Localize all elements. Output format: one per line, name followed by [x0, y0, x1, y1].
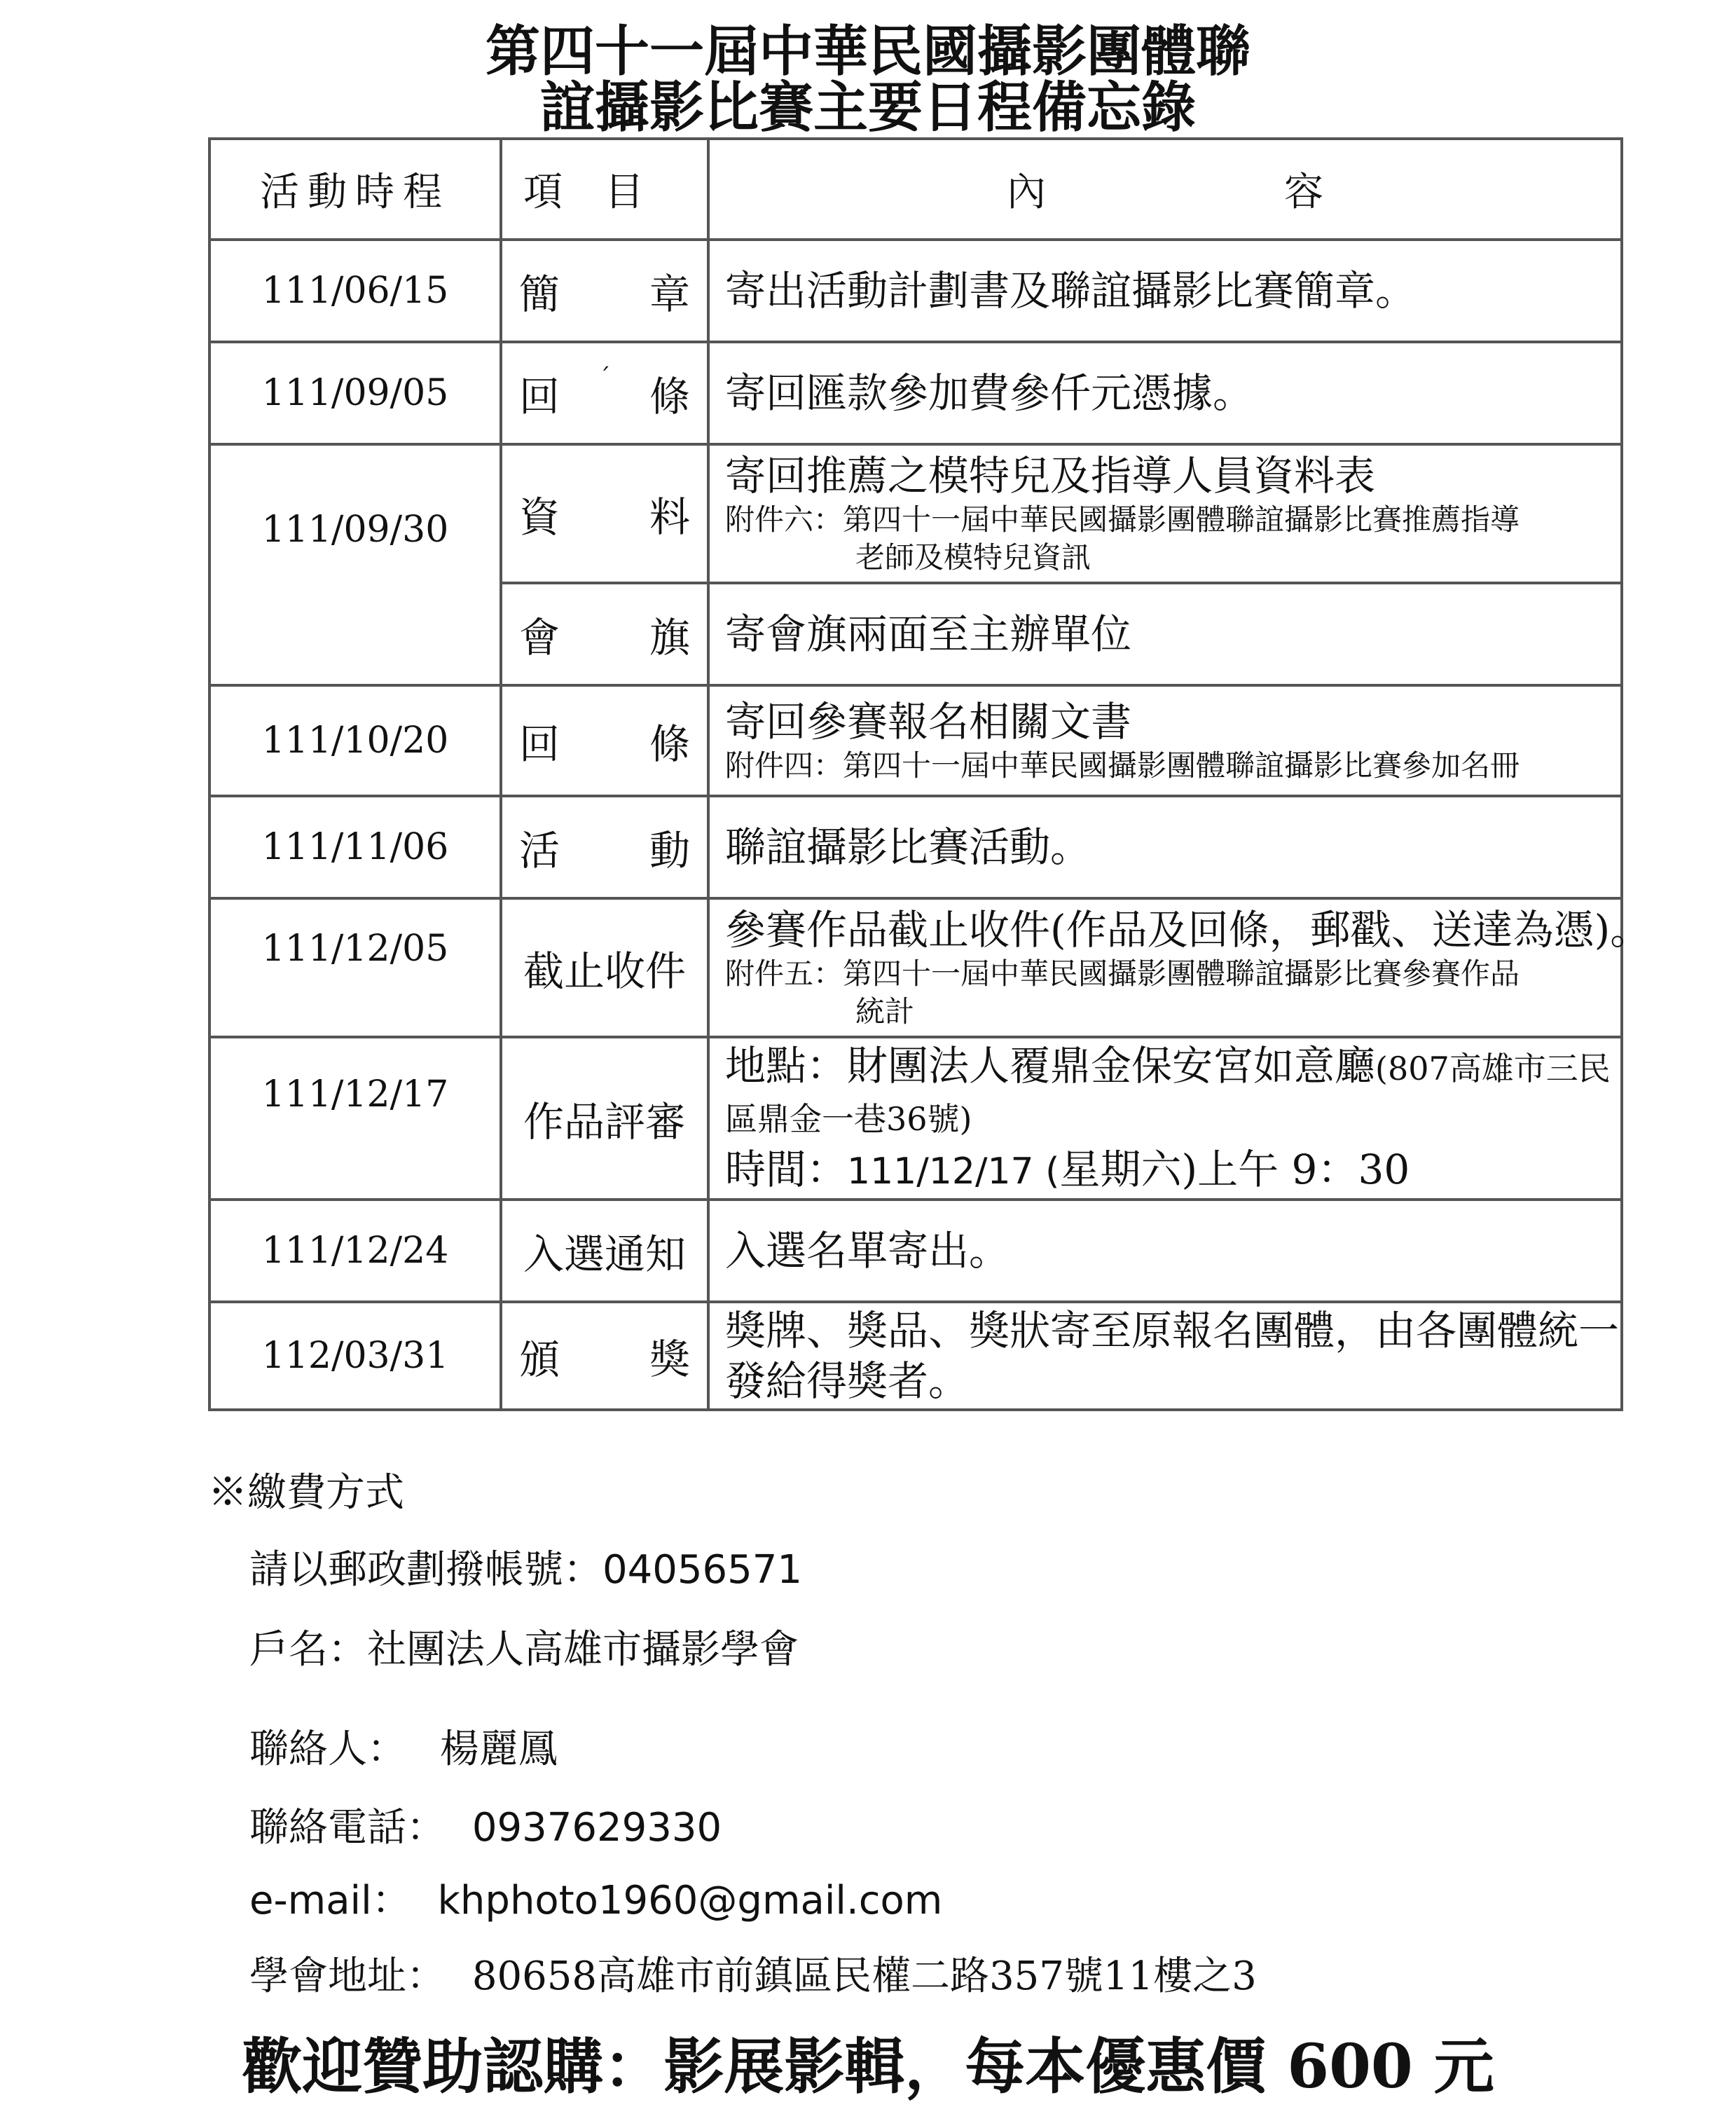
row-content: 寄回參賽報名相關文書 附件四：第四十一屆中華民國攝影團體聯誼攝影比賽參加名冊: [708, 685, 1622, 796]
row-content: 寄回推薦之模特兒及指導人員資料表 附件六：第四十一屆中華民國攝影團體聯誼攝影比賽推薦指導 老師及模特兒資訊: [708, 444, 1622, 583]
row-item: 截止收件: [501, 898, 708, 1037]
sponsorship-promo: 歡迎贊助認購：影展影輯，每本優惠價 600 元: [242, 2031, 1494, 2102]
row-content: 聯誼攝影比賽活動。: [708, 796, 1622, 898]
row-item: 作品評審: [501, 1037, 708, 1200]
table-row: [209, 898, 1622, 1037]
attachment-note-cont: 老師及模特兒資訊: [855, 540, 1091, 575]
row-item: 頒 獎: [501, 1302, 708, 1410]
row-item: 簡 章: [501, 240, 708, 342]
table-row: [209, 1302, 1622, 1410]
row-content: 參賽作品截止收件(作品及回條，郵戳、送達為憑)。 附件五：第四十一屆中華民國攝影團體聯誼攝影比賽參賽作品 統計: [708, 898, 1622, 1037]
table-row: [209, 444, 1622, 583]
header-content: 內 容: [708, 139, 1622, 240]
payment-heading: ※繳費方式: [208, 1470, 404, 1516]
row-content: 寄出活動計劃書及聯誼攝影比賽簡章。: [708, 240, 1622, 342]
table-header-row: [209, 139, 1622, 240]
row-item: 回 條: [501, 685, 708, 796]
row-date: 111/12/05: [209, 898, 501, 1037]
attachment-note-cont: 統計: [855, 994, 915, 1029]
row-content: 入選名單寄出。: [708, 1200, 1622, 1302]
row-content: 寄會旗兩面至主辦單位: [708, 583, 1622, 685]
contact-person: 聯絡人： 楊麗鳳: [249, 1727, 558, 1772]
row-date: 111/09/05: [209, 342, 501, 444]
row-date: 111/12/17: [209, 1037, 501, 1200]
contact-email: e-mail： khphoto1960@gmail.com: [249, 1878, 943, 1923]
row-date: 111/11/06: [209, 796, 501, 898]
row-date: 111/09/30: [209, 444, 501, 685]
row-item: 資 料: [501, 444, 708, 583]
row-date: 111/10/20: [209, 685, 501, 796]
header-time: 活動時程: [209, 139, 501, 240]
row-item: 回 ˊ 條: [501, 342, 708, 444]
account-line: 請以郵政劃撥帳號：04056571: [249, 1547, 803, 1593]
row-content: 寄回匯款參加費參仟元憑據。: [708, 342, 1622, 444]
association-address: 學會地址： 80658高雄市前鎮區民權二路357號11樓之3: [249, 1954, 1257, 1999]
row-item: 入選通知: [501, 1200, 708, 1302]
row-date: 111/06/15: [209, 240, 501, 342]
attachment-note: 附件四：第四十一屆中華民國攝影團體聯誼攝影比賽參加名冊: [725, 748, 1520, 783]
header-item: 項 目: [501, 139, 708, 240]
table-row: [209, 1200, 1622, 1302]
row-date: 111/12/24: [209, 1200, 501, 1302]
contact-phone: 聯絡電話： 0937629330: [249, 1805, 722, 1851]
row-date: 112/03/31: [209, 1302, 501, 1410]
table-row: [209, 342, 1622, 444]
table-row: [209, 240, 1622, 342]
table-row: [209, 1037, 1622, 1200]
schedule-table: [208, 137, 1651, 1411]
title-line-2: 誼攝影比賽主要日程備忘錄: [539, 76, 1196, 139]
row-item: 活 動: [501, 796, 708, 898]
account-name: 戶名：社團法人高雄市攝影學會: [249, 1627, 799, 1673]
row-content: 獎牌、獎品、獎狀寄至原報名團體，由各團體統一 發給得獎者。: [708, 1302, 1622, 1410]
table-row: [209, 685, 1622, 796]
table-row: [209, 796, 1622, 898]
account-number: 04056571: [602, 1547, 803, 1593]
document-title: [0, 20, 1736, 139]
title-line-1: 第四十一屆中華民國攝影團體聯: [485, 20, 1251, 83]
attachment-note: 附件五：第四十一屆中華民國攝影團體聯誼攝影比賽參賽作品: [725, 956, 1520, 991]
row-item: 會 旗: [501, 583, 708, 685]
row-content: 地點：財團法人覆鼎金保安宮如意廳(807高雄市三民 區鼎金一巷36號) 時間：111/12/17 (星期六)上午 9：30: [708, 1037, 1622, 1200]
attachment-note: 附件六：第四十一屆中華民國攝影團體聯誼攝影比賽推薦指導: [725, 502, 1520, 537]
